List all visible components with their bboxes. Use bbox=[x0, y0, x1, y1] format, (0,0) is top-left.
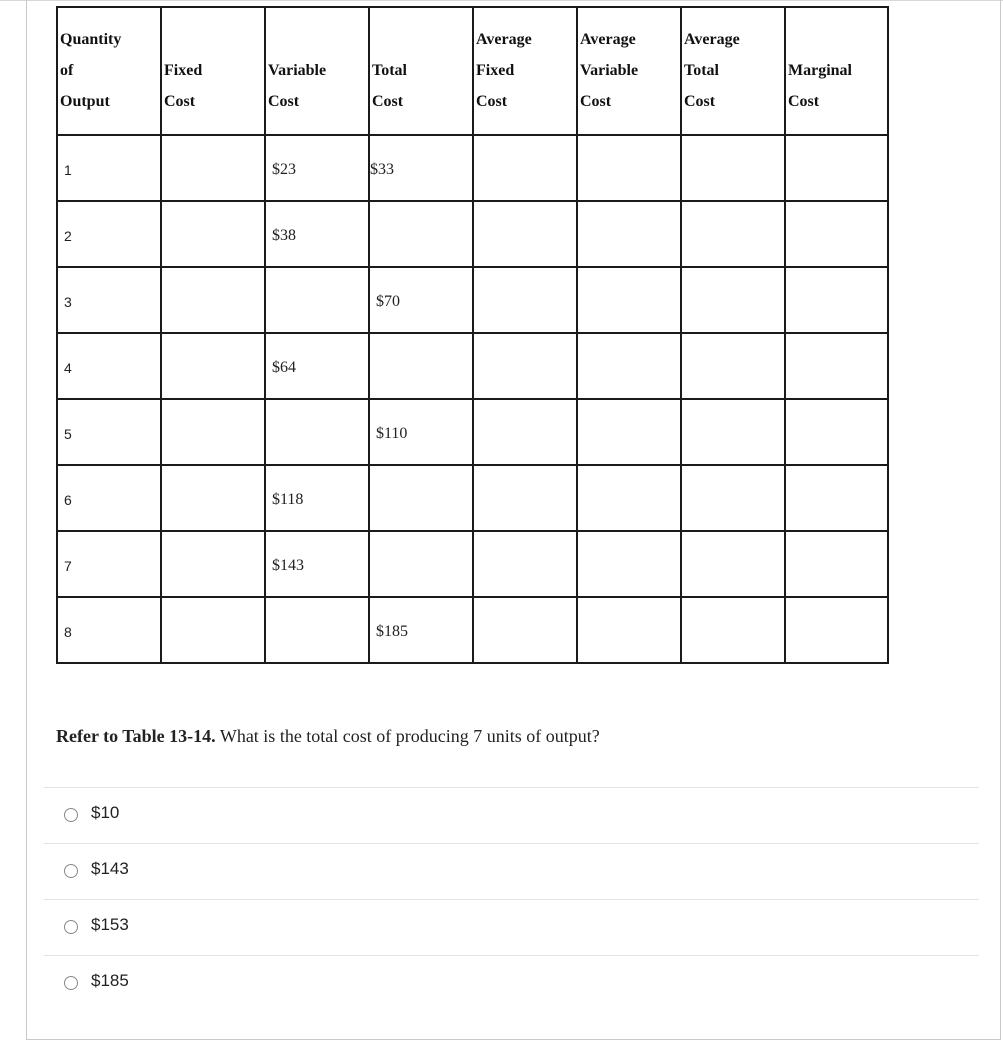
cell-fixed-cost bbox=[161, 465, 265, 531]
cell-total-cost bbox=[369, 531, 473, 597]
question-reference: Refer to Table 13-14. bbox=[56, 726, 216, 746]
cell-average-total-cost bbox=[681, 201, 785, 267]
header-marginal-cost: Marginal Cost bbox=[785, 7, 888, 135]
answer-option[interactable] bbox=[44, 955, 979, 1011]
cell-variable-cost: $143 bbox=[265, 531, 369, 597]
cell-average-fixed-cost bbox=[473, 597, 577, 663]
question-body: What is the total cost of producing 7 units of output? bbox=[215, 726, 600, 746]
answer-option[interactable] bbox=[44, 899, 979, 955]
cell-marginal-cost bbox=[785, 267, 888, 333]
cell-total-cost: $110 bbox=[369, 399, 473, 465]
cell-average-variable-cost bbox=[577, 531, 681, 597]
table-row bbox=[57, 135, 888, 201]
header-fixed-cost: Fixed Cost bbox=[161, 7, 265, 135]
cell-average-fixed-cost bbox=[473, 135, 577, 201]
answer-option[interactable] bbox=[44, 843, 979, 899]
header-quantity: Quantity of Output bbox=[57, 7, 161, 135]
header-average-fixed-cost: Average Fixed Cost bbox=[473, 7, 577, 135]
cell-variable-cost bbox=[265, 267, 369, 333]
answer-option-label[interactable]: $10 bbox=[91, 803, 120, 822]
cell-variable-cost: $38 bbox=[265, 201, 369, 267]
header-average-total-cost: Average Total Cost bbox=[681, 7, 785, 135]
cell-variable-cost bbox=[265, 597, 369, 663]
radio-button[interactable] bbox=[64, 864, 78, 878]
cell-fixed-cost bbox=[161, 135, 265, 201]
cell-marginal-cost bbox=[785, 333, 888, 399]
radio-button[interactable] bbox=[64, 976, 78, 990]
cell-fixed-cost bbox=[161, 333, 265, 399]
cell-quantity: 8 bbox=[57, 597, 161, 663]
answer-option-label[interactable]: $153 bbox=[91, 915, 129, 934]
cell-variable-cost: $118 bbox=[265, 465, 369, 531]
cell-variable-cost: $64 bbox=[265, 333, 369, 399]
radio-button[interactable] bbox=[64, 808, 78, 822]
cell-fixed-cost bbox=[161, 267, 265, 333]
cell-quantity: 3 bbox=[57, 267, 161, 333]
cell-average-fixed-cost bbox=[473, 267, 577, 333]
cell-average-variable-cost bbox=[577, 201, 681, 267]
cell-marginal-cost bbox=[785, 399, 888, 465]
cell-quantity: 6 bbox=[57, 465, 161, 531]
cell-average-variable-cost bbox=[577, 399, 681, 465]
cell-average-total-cost bbox=[681, 597, 785, 663]
cell-average-total-cost bbox=[681, 465, 785, 531]
radio-button[interactable] bbox=[64, 920, 78, 934]
answer-option[interactable] bbox=[44, 787, 979, 843]
answer-options bbox=[44, 787, 979, 1011]
cell-total-cost bbox=[369, 201, 473, 267]
cell-average-fixed-cost bbox=[473, 333, 577, 399]
answer-option-label[interactable]: $143 bbox=[91, 859, 129, 878]
cell-average-variable-cost bbox=[577, 465, 681, 531]
cell-average-total-cost bbox=[681, 267, 785, 333]
cell-average-variable-cost bbox=[577, 597, 681, 663]
cell-average-total-cost bbox=[681, 531, 785, 597]
cell-marginal-cost bbox=[785, 135, 888, 201]
cell-quantity: 1 bbox=[57, 135, 161, 201]
table-row bbox=[57, 465, 888, 531]
cell-average-fixed-cost bbox=[473, 531, 577, 597]
cell-variable-cost: $23 bbox=[265, 135, 369, 201]
table-row bbox=[57, 399, 888, 465]
cell-marginal-cost bbox=[785, 531, 888, 597]
cell-total-cost bbox=[369, 333, 473, 399]
table-row bbox=[57, 597, 888, 663]
cell-total-cost: $70 bbox=[369, 267, 473, 333]
table-row bbox=[57, 267, 888, 333]
cell-total-cost bbox=[369, 465, 473, 531]
cell-average-total-cost bbox=[681, 399, 785, 465]
cell-fixed-cost bbox=[161, 201, 265, 267]
cell-quantity: 4 bbox=[57, 333, 161, 399]
cell-total-cost: $185 bbox=[369, 597, 473, 663]
header-total-cost: Total Cost bbox=[369, 7, 473, 135]
cell-quantity: 7 bbox=[57, 531, 161, 597]
table-header-row bbox=[57, 7, 888, 135]
table-row bbox=[57, 531, 888, 597]
cell-quantity: 5 bbox=[57, 399, 161, 465]
table-row bbox=[57, 201, 888, 267]
cell-fixed-cost bbox=[161, 597, 265, 663]
cost-table bbox=[56, 6, 889, 664]
cell-fixed-cost bbox=[161, 531, 265, 597]
cell-average-total-cost bbox=[681, 333, 785, 399]
cell-average-fixed-cost bbox=[473, 201, 577, 267]
cell-average-fixed-cost bbox=[473, 399, 577, 465]
cell-average-variable-cost bbox=[577, 135, 681, 201]
cell-marginal-cost bbox=[785, 201, 888, 267]
cell-average-variable-cost bbox=[577, 267, 681, 333]
answer-option-label[interactable]: $185 bbox=[91, 971, 129, 990]
cell-quantity: 2 bbox=[57, 201, 161, 267]
cell-total-cost: $33 bbox=[369, 135, 473, 201]
cell-average-variable-cost bbox=[577, 333, 681, 399]
table-row bbox=[57, 333, 888, 399]
cell-variable-cost bbox=[265, 399, 369, 465]
cell-marginal-cost bbox=[785, 465, 888, 531]
cell-average-total-cost bbox=[681, 135, 785, 201]
header-average-variable-cost: Average Variable Cost bbox=[577, 7, 681, 135]
cell-average-fixed-cost bbox=[473, 465, 577, 531]
cell-marginal-cost bbox=[785, 597, 888, 663]
cell-fixed-cost bbox=[161, 399, 265, 465]
question-text bbox=[56, 726, 600, 747]
header-variable-cost: Variable Cost bbox=[265, 7, 369, 135]
